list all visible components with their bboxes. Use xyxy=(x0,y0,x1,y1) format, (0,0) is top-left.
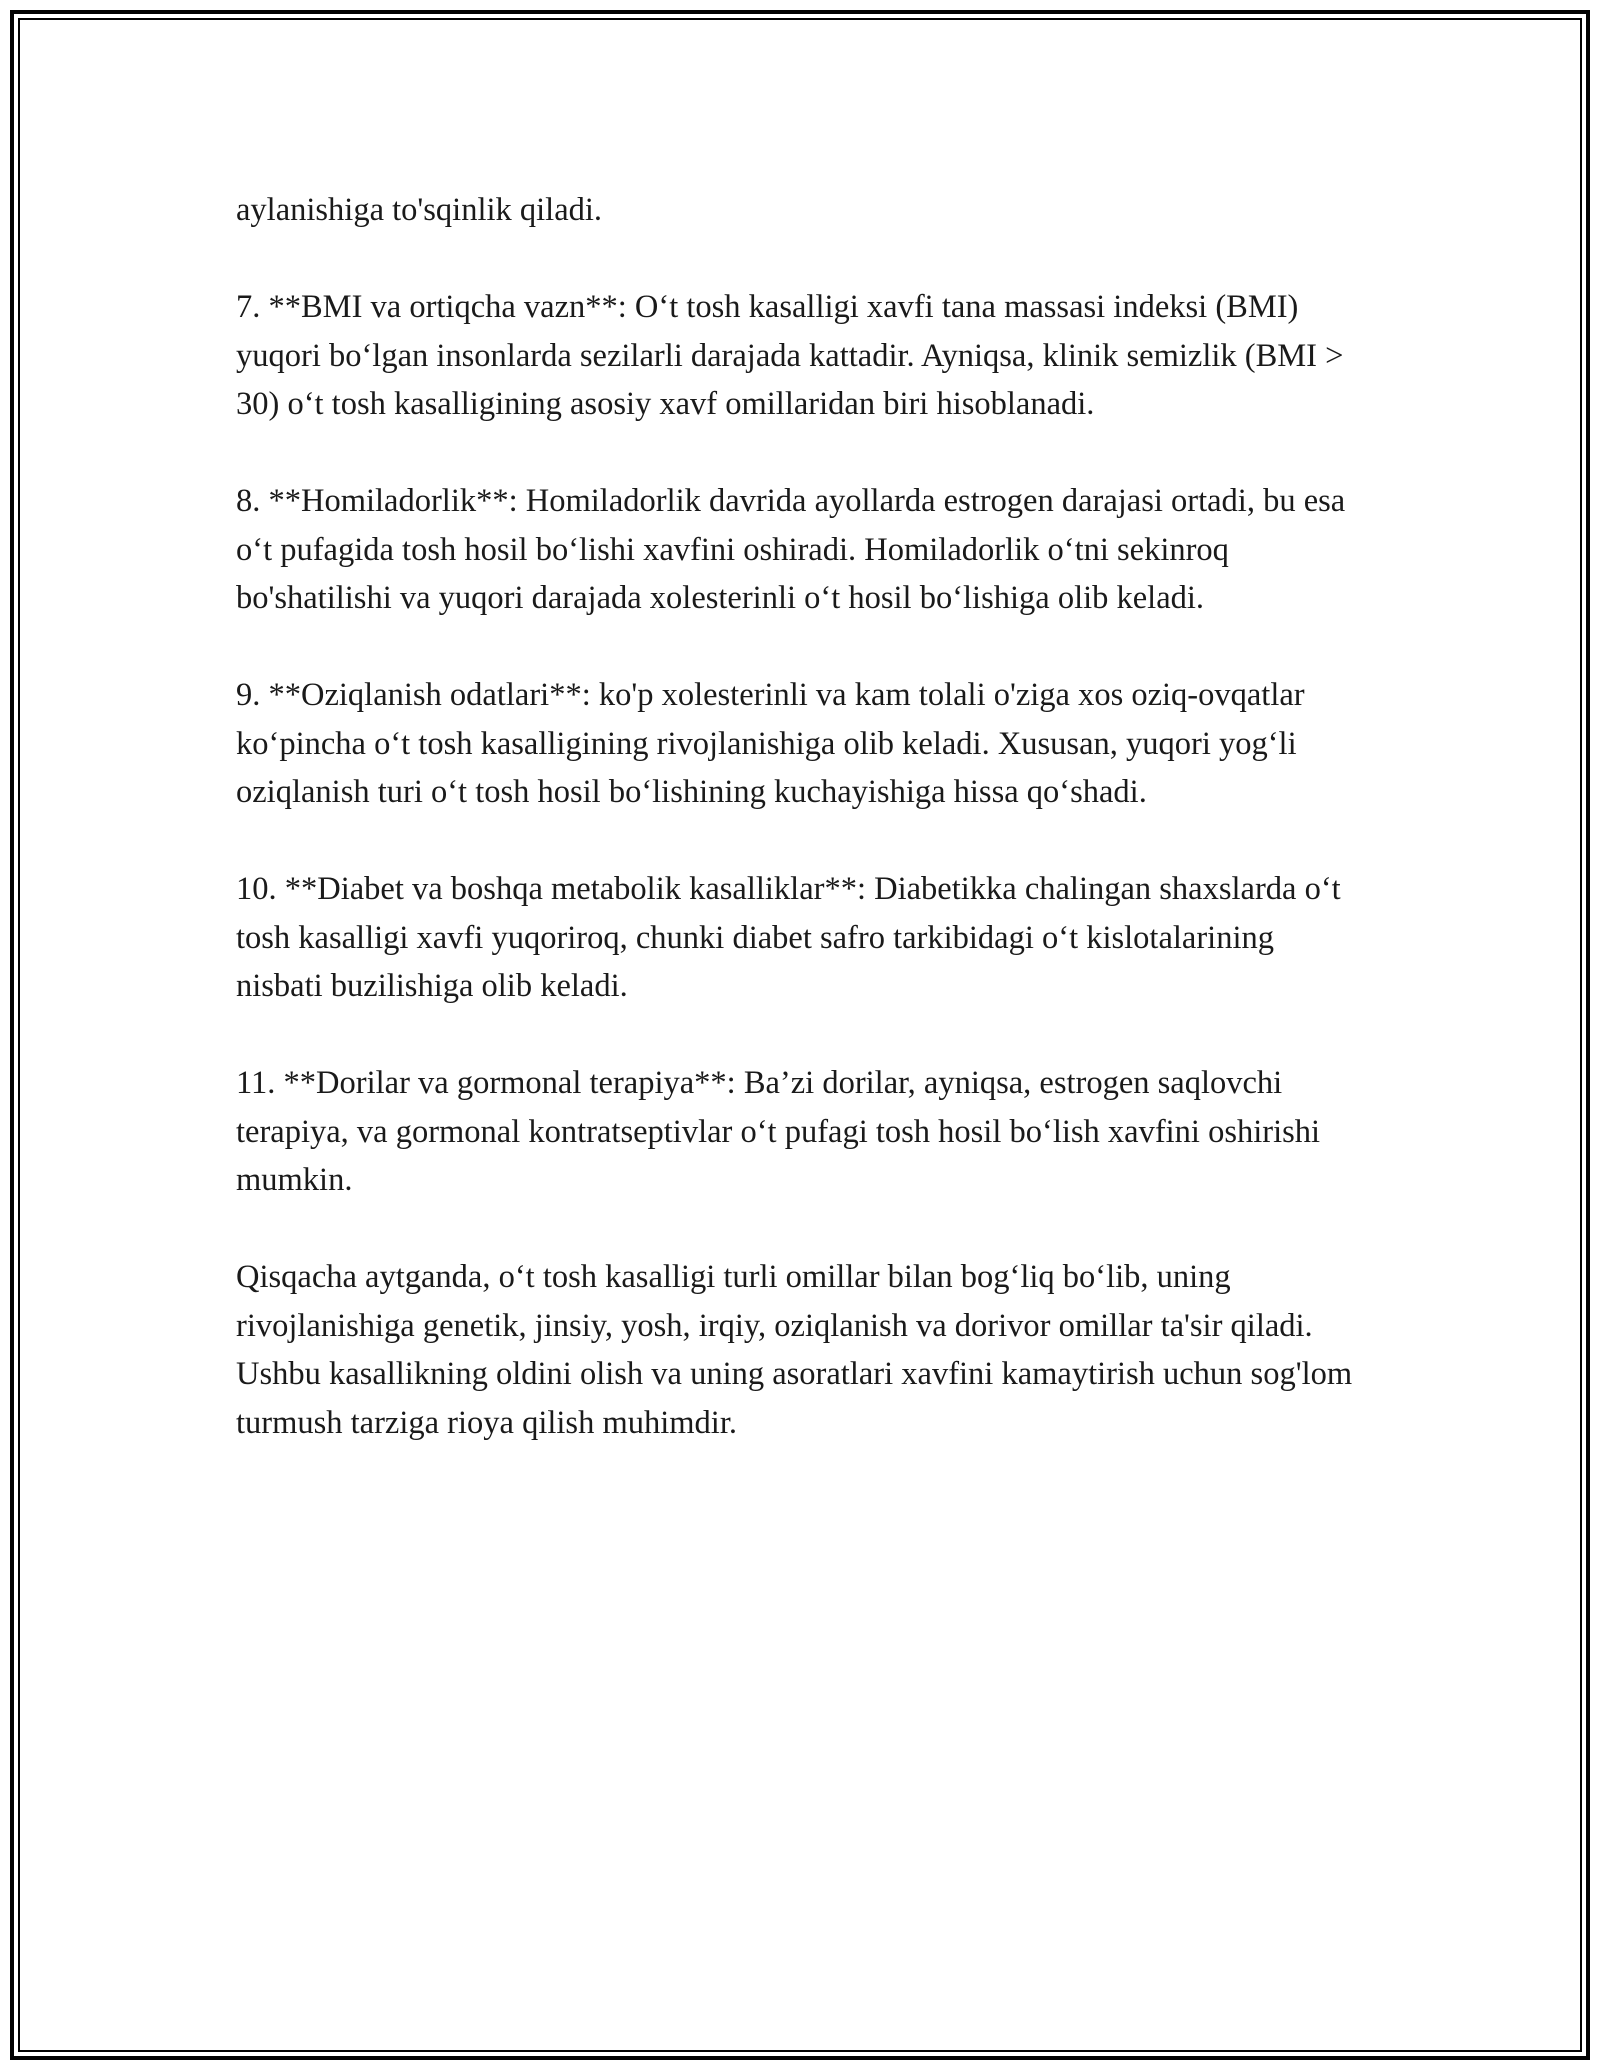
paragraph-item-8-pregnancy: 8. **Homiladorlik**: Homiladorlik davrida ayollarda estrogen darajasi ortadi, bu esa o‘t pufagida tosh hosil bo‘lishi xavfini oshiradi. Homiladorlik o‘tni sekinroq bo'shatilishi va yuqori darajada xolesterinli o‘t hosil bo‘lishiga olib keladi. xyxy=(236,483,1346,616)
paragraph-item-9-nutrition: 9. **Oziqlanish odatlari**: ko'p xolesterinli va kam tolali o'ziga xos oziq-ovqatlar ko‘pincha o‘t tosh kasalligining rivojlanishiga olib keladi. Xususan, yuqori yog‘li oziqlanish turi o‘t tosh hosil bo‘lishining kuchayishiga hissa qo‘shadi. xyxy=(236,677,1305,810)
paragraph-item-11-medication: 11. **Dorilar va gormonal terapiya**: Ba’zi dorilar, ayniqsa, estrogen saqlovchi terapiya, va gormonal kontratseptivlar o‘t pufagi tosh hosil bo‘lish xavfini oshirishi mumkin. xyxy=(236,1065,1321,1198)
paragraph-continuation: aylanishiga to'sqinlik qiladi. xyxy=(236,192,603,228)
paragraph-item-7-bmi: 7. **BMI va ortiqcha vazn**: O‘t tosh kasalligi xavfi tana massasi indeksi (BMI) yuqori bo‘lgan insonlarda sezilarli darajada kattadir. Ayniqsa, klinik semizlik (BMI > 30) o‘t tosh kasalligining asosiy xavf omillaridan biri hisoblanadi. xyxy=(236,289,1344,422)
document-body xyxy=(236,186,1366,1447)
paragraph-summary: Qisqacha aytganda, o‘t tosh kasalligi turli omillar bilan bog‘liq bo‘lib, uning rivojlanishiga genetik, jinsiy, yosh, irqiy, oziqlanish va dorivor omillar ta'sir qiladi. Ushbu kasallikning oldini olish va uning asoratlari xavfini kamaytirish uchun sog'lom turmush tarziga rioya qilish muhimdir. xyxy=(236,1259,1353,1441)
paragraph-item-10-diabetes: 10. **Diabet va boshqa metabolik kasalliklar**: Diabetikka chalingan shaxslarda o‘t tosh kasalligi xavfi yuqoriroq, chunki diabet safro tarkibidagi o‘t kislotalarining nisbati buzilishiga olib keladi. xyxy=(236,871,1341,1004)
